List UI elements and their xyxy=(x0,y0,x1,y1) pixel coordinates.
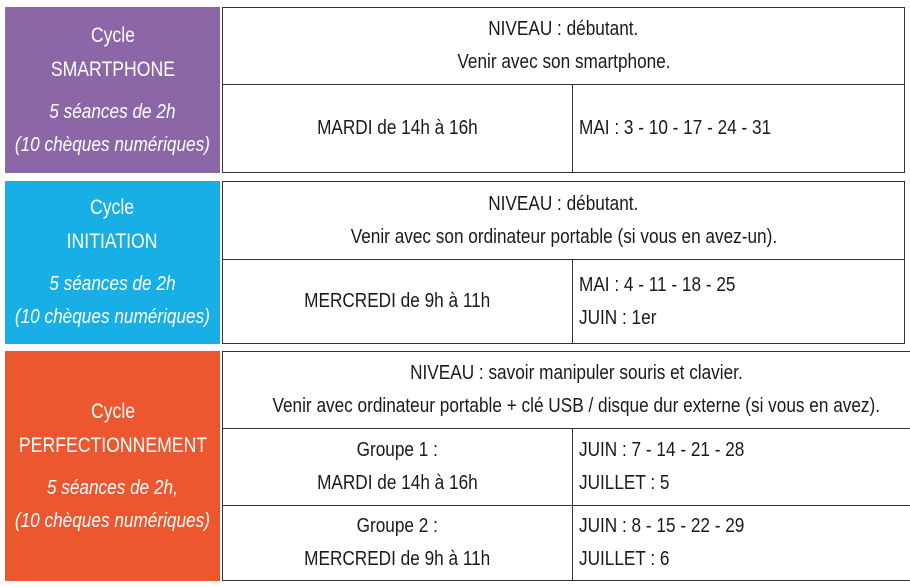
schedule-cell xyxy=(223,85,573,172)
schedule-text: MERCREDI de 9h à 11h xyxy=(304,548,491,570)
schedule-cell xyxy=(223,260,573,343)
level-cell xyxy=(223,352,910,428)
group-row xyxy=(223,84,904,172)
dates-text-2: JUILLET : 5 xyxy=(579,472,670,494)
dates-cell xyxy=(573,506,910,580)
schedule-cell xyxy=(223,506,573,580)
cycle-word: Cycle xyxy=(90,196,135,219)
group-row xyxy=(223,505,910,580)
cycle-perfectionnement-table xyxy=(222,351,910,581)
level-text: NIVEAU : débutant. xyxy=(488,18,639,40)
cycle-name: SMARTPHONE xyxy=(50,57,175,81)
cycle-perfectionnement-block xyxy=(5,351,905,581)
cycle-title xyxy=(18,395,206,463)
schedule-cell xyxy=(223,429,573,505)
cycle-smartphone-block xyxy=(5,7,905,173)
sessions-cheques: (10 chèques numériques) xyxy=(14,306,211,328)
dates-text: MAI : 4 - 11 - 18 - 25 xyxy=(579,273,736,296)
dates-text: JUIN : 7 - 14 - 21 - 28 xyxy=(579,439,745,461)
group-row xyxy=(223,428,910,505)
sessions-count: 5 séances de 2h, xyxy=(46,476,179,499)
sessions-count: 5 séances de 2h xyxy=(49,100,176,123)
dates-text: JUIN : 8 - 15 - 22 - 29 xyxy=(579,515,745,537)
sessions-cheques: (10 chèques numériques) xyxy=(14,133,211,156)
level-text: NIVEAU : savoir manipuler souris et clavier. xyxy=(409,362,743,384)
requirement-text: Venir avec son smartphone. xyxy=(456,51,671,73)
cycle-sessions xyxy=(15,96,210,162)
sessions-count: 5 séances de 2h xyxy=(49,273,176,295)
cycle-sessions xyxy=(15,472,210,538)
dates-text-2: JUILLET : 6 xyxy=(579,548,670,570)
dates-cell xyxy=(573,429,910,505)
cycle-initiation-table xyxy=(222,181,905,344)
cycle-name: PERFECTIONNEMENT xyxy=(18,433,207,457)
requirement-text: Venir avec ordinateur portable + clé USB / disque dur externe (si vous en avez). xyxy=(272,395,881,417)
level-text: NIVEAU : débutant. xyxy=(488,192,639,215)
cycle-smartphone-table xyxy=(222,7,905,173)
cycle-initiation-label xyxy=(5,181,220,344)
requirement-text: Venir avec son ordinateur portable (si vous en avez-un). xyxy=(350,225,777,248)
level-cell xyxy=(223,182,904,259)
dates-text-2: JUIN : 1er xyxy=(579,306,657,329)
dates-cell xyxy=(573,85,904,172)
level-row xyxy=(223,8,904,84)
cycle-sessions xyxy=(15,268,210,334)
cycle-word: Cycle xyxy=(90,23,135,47)
cycle-name: INITIATION xyxy=(67,230,158,253)
dates-text: MAI : 3 - 10 - 17 - 24 - 31 xyxy=(579,117,772,139)
level-row xyxy=(223,352,910,428)
level-cell xyxy=(223,8,904,84)
cycle-title xyxy=(67,191,158,259)
sessions-cheques: (10 chèques numériques) xyxy=(14,509,211,532)
level-row xyxy=(223,182,904,259)
schedule-text: MARDI de 14h à 16h xyxy=(317,117,478,139)
group-label: Groupe 1 : xyxy=(356,439,439,461)
schedule-text: MARDI de 14h à 16h xyxy=(317,472,478,494)
cycle-smartphone-label xyxy=(5,7,220,173)
schedule-text: MERCREDI de 9h à 11h xyxy=(304,290,491,312)
group-row xyxy=(223,259,904,343)
cycle-title xyxy=(50,19,174,87)
cycle-word: Cycle xyxy=(90,399,135,423)
dates-cell xyxy=(573,260,904,343)
group-label: Groupe 2 : xyxy=(356,515,439,537)
cycle-perfectionnement-label xyxy=(5,351,220,581)
cycle-initiation-block xyxy=(5,181,905,344)
